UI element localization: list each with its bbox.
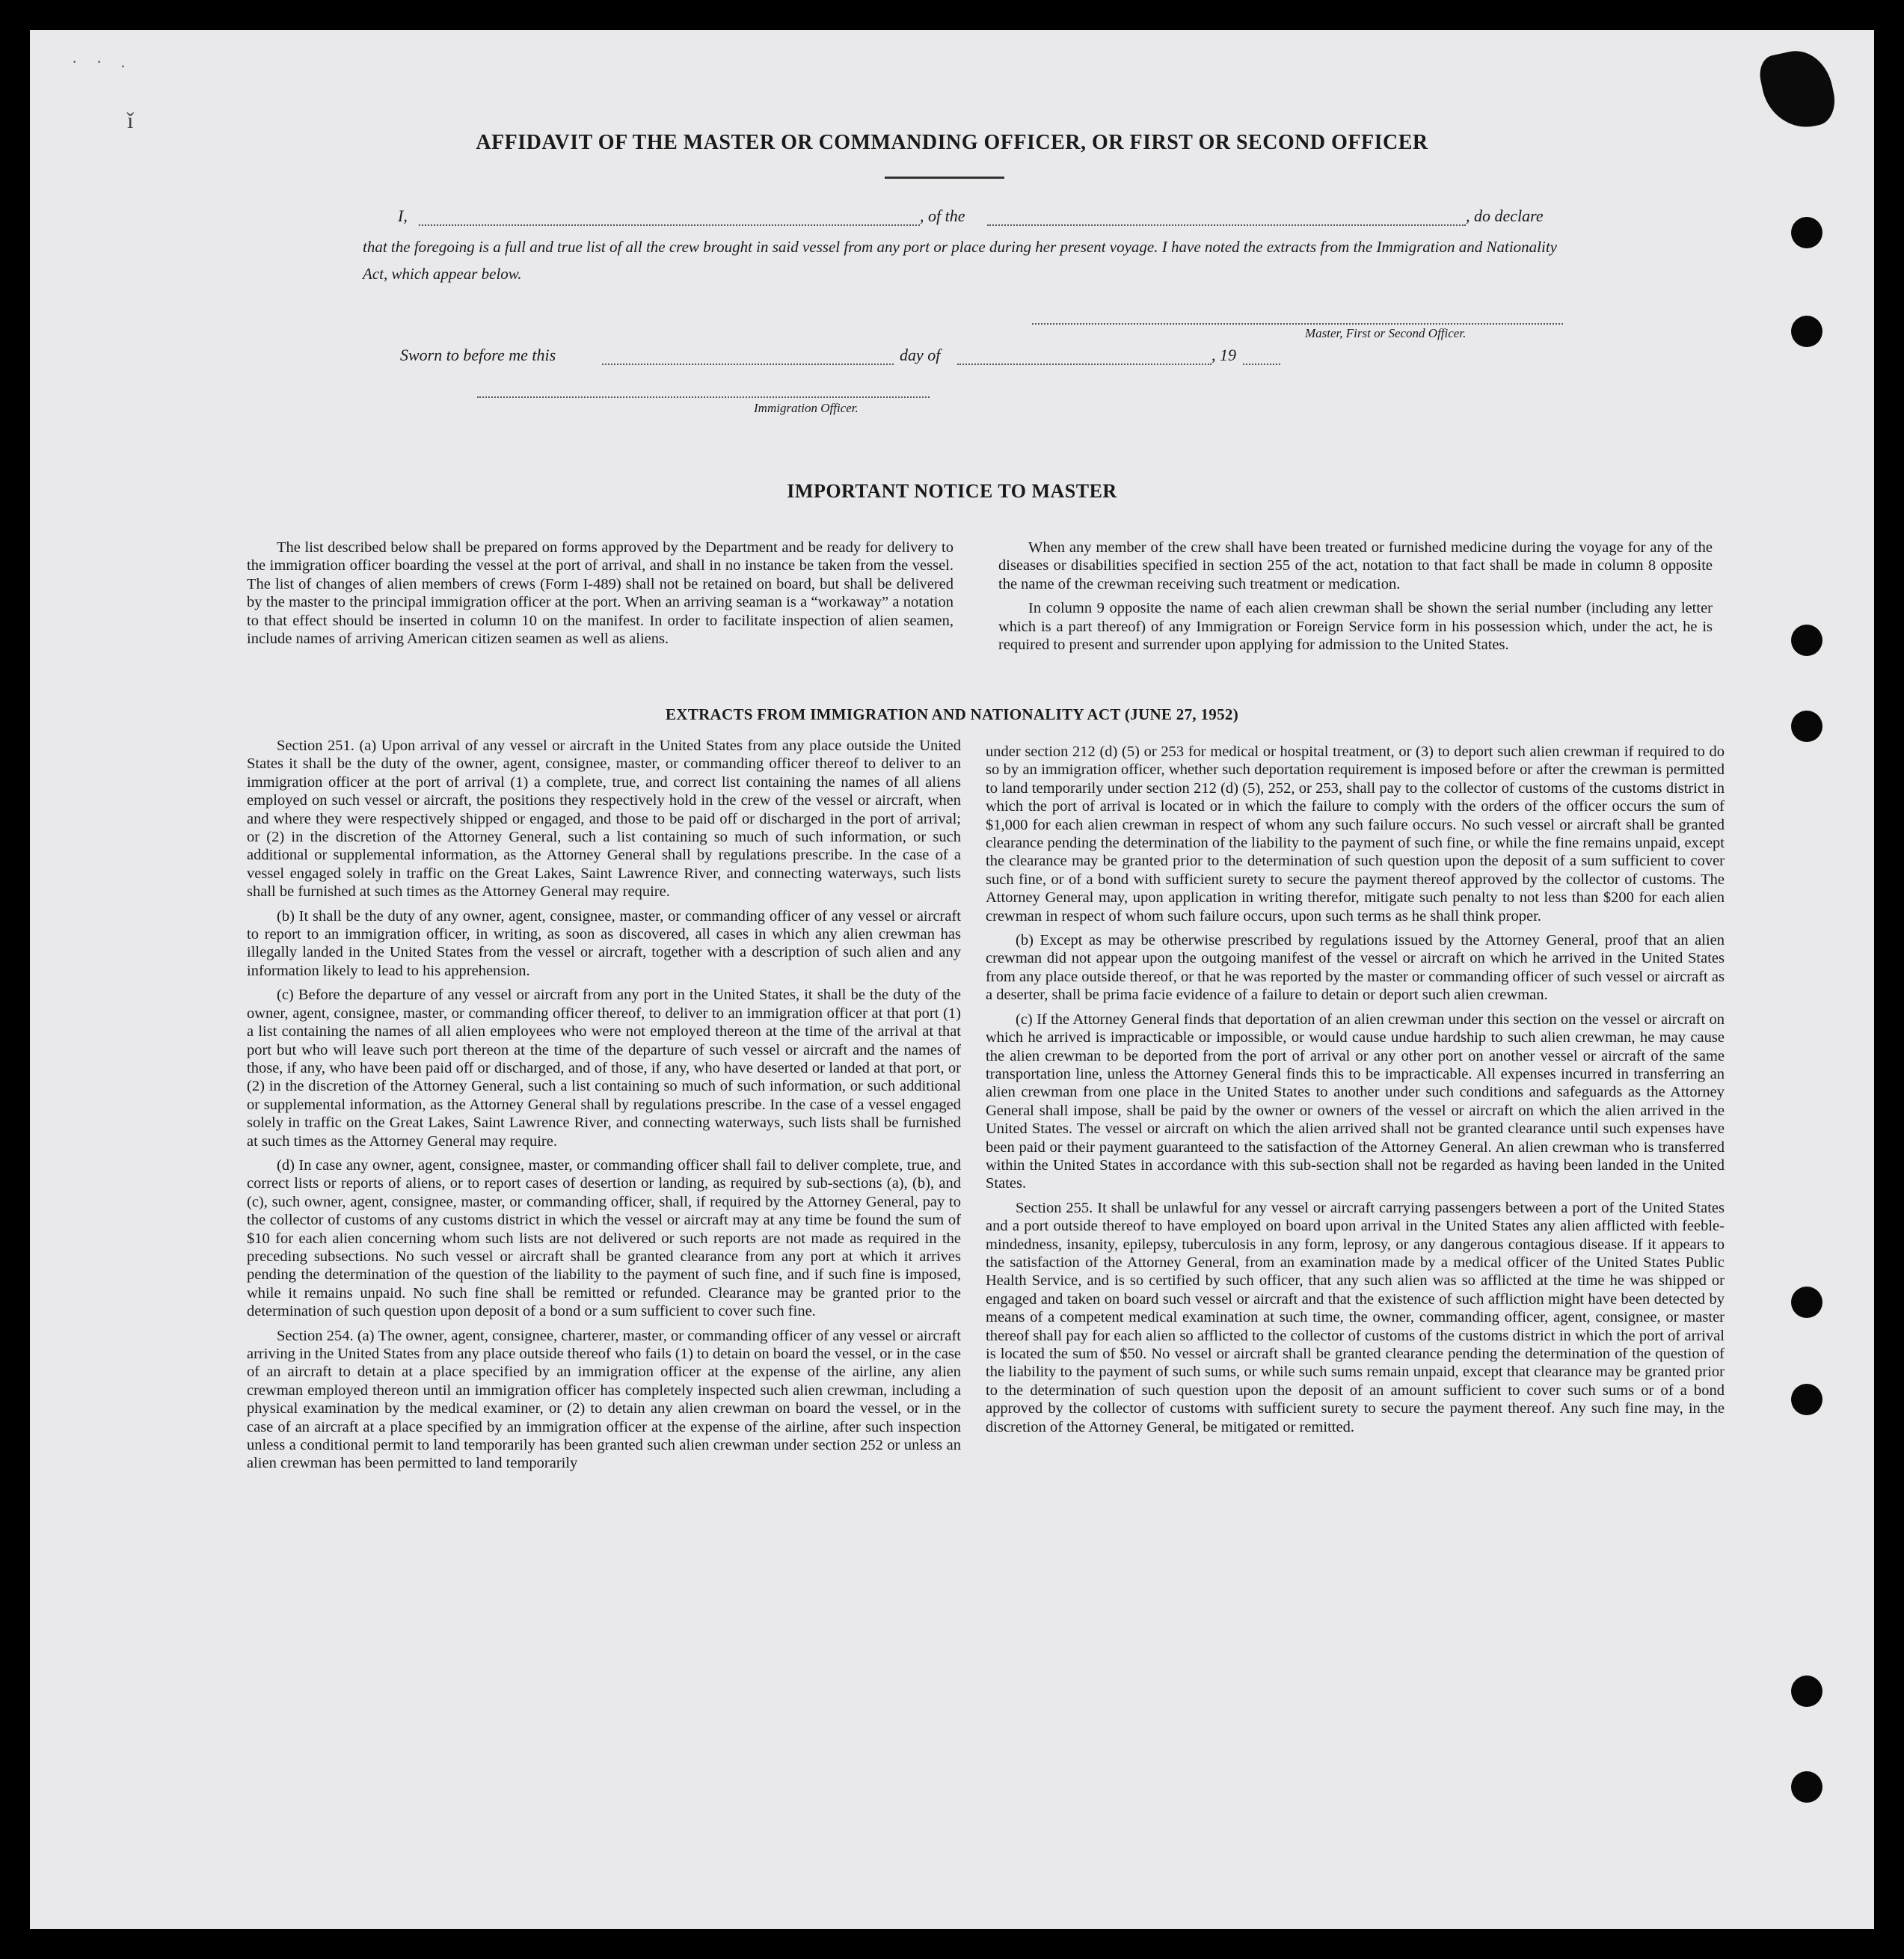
section-254-b: (b) Except as may be otherwise prescribed by regulations issued by the Attorney General, proof that an alien crewman did not appear upon the outgoing manifest of the vessel or aircraft on which he arrived in the United States from any place outside thereof, or that he was reported by the master or commanding officer of such vessel or aircraft as a deserter, shall be prima facie evidence of a failure to detain or deport such alien crewman. bbox=[986, 932, 1725, 1004]
title-underline bbox=[885, 177, 1004, 179]
name-blank-line bbox=[419, 224, 920, 226]
corner-speckle: · · . bbox=[72, 52, 133, 71]
day-of-text: day of bbox=[900, 346, 941, 364]
affidavit-do-declare: , do declare bbox=[1466, 206, 1544, 225]
master-signature-caption: Master, First or Second Officer. bbox=[1305, 326, 1467, 340]
affidavit-title: AFFIDAVIT OF THE MASTER OR COMMANDING OFFICER, OR FIRST OR SECOND OFFICER bbox=[476, 131, 1428, 154]
year-blank bbox=[1243, 364, 1280, 365]
affidavit-i: I, bbox=[398, 206, 408, 225]
ink-blot bbox=[1756, 45, 1840, 135]
punch-hole bbox=[1791, 1384, 1822, 1415]
extracts-title: EXTRACTS FROM IMMIGRATION AND NATIONALITY ACT (JUNE 27, 1952) bbox=[666, 705, 1238, 723]
sworn-text: Sworn to before me this bbox=[400, 346, 556, 364]
punch-hole bbox=[1791, 217, 1822, 248]
section-251-c: (c) Before the departure of any vessel or aircraft from any port in the United States, it shall be the duty of the owner, agent, consignee, master, or commanding officer thereof, to deliver to an immigration officer at that port (1) a list containing the names of all alien employees who were not employed thereon at the time of the arrival at that port but who will leave such port thereon at the time of the departure of such vessel or aircraft and the names of those, if any, who have been paid off or discharged, and of those, if any, who have deserted or landed at that port, or (2) in the discretion of the Attorney General, such a list containing so much of such information, or such additional or supplemental information, as the Attorney General shall by regulations prescribe. In the case of a vessel engaged solely in traffic on the Great Lakes, Saint Lawrence River, and connecting waterways, such lists shall be furnished at such times as the Attorney General may require. bbox=[247, 987, 961, 1150]
master-signature-line bbox=[1032, 323, 1563, 325]
notice-paragraph: When any member of the crew shall have been treated or furnished medicine during the voyage for any of the diseases or disabilities specified in section 255 of the act, notation to that fact shall be made in column 8 opposite the name of the crewman receiving such treatment or medication. bbox=[998, 539, 1713, 592]
extracts-left-column bbox=[247, 737, 961, 1473]
notice-right-column bbox=[998, 539, 1713, 654]
section-251-a: Section 251. (a) Upon arrival of any vessel or aircraft in the United States from any place outside the United States it shall be the duty of the owner, agent, consignee, master, or commanding officer thereof to deliver to an immigration officer at the port of arrival (1) a complete, true, and correct list containing the names of all aliens employed on such vessel or aircraft, the positions they respectively hold in the crew of the vessel or aircraft, when and where they were respectively shipped or engaged, and those to be paid off or discharged in the port of arrival; or (2) in the discretion of the Attorney General, such a list containing so much of such information, or such additional or supplemental information, as the Attorney General shall by regulations prescribe. In the case of a vessel engaged solely in traffic on the Great Lakes, Saint Lawrence River, and connecting waterways, such lists shall be furnished at such times as the Attorney General may require. bbox=[247, 738, 961, 901]
affidavit-declaration: that the foregoing is a full and true list of all the crew brought in said vessel from any port or place during her present voyage. I have noted the extracts from the Immigration and Nationality Act, which appear below. bbox=[363, 238, 1557, 283]
section-254-a: Section 254. (a) The owner, agent, consignee, charterer, master, or commanding officer of any vessel or aircraft arriving in the United States from any place outside thereof who fails (1) to detain on board the vessel, or in the case of an aircraft to detain at a place specified by an immigration officer at the expense of the airline, any alien crewman employed thereon until an immigration officer has completely inspected such alien crewman, including a physical examination by the medical examiner, or (2) to detain any alien crewman on board the vessel, or in the case of an aircraft at a place specified by an immigration officer at the expense of the airline, after such inspection unless a conditional permit to land temporarily has been granted such alien crewman under section 252 or unless an alien crewman has been permitted to land temporarily bbox=[247, 1327, 961, 1472]
notice-left-column bbox=[247, 539, 953, 648]
section-255: Section 255. It shall be unlawful for any vessel or aircraft carrying passengers between a port of the United States and a port outside thereof to have employed on board upon arrival in the United States any alien afflicted with feeble-mindedness, insanity, epilepsy, tuberculosis in any form, leprosy, or any dangerous contagious disease. If it appears to the satisfaction of the Attorney General, from an examination made by a medical officer of the United States Public Health Service, and is so certified by such officer, that any such alien was so afflicted at the time he was shipped or engaged and taken on board such vessel or aircraft and that the existence of such affliction might have been detected by means of a competent medical examination at such time, the owner, commanding officer, agent, consignee, or master thereof shall pay for each alien so afflicted to the collector of customs of the customs district in which the port of arrival is located the sum of $50. No vessel or aircraft shall be granted clearance pending the determination of the question of the liability to the payment of such sums, or while such sums remain unpaid, except that clearance may be granted prior to the determination of such question upon the deposit of an amount sufficient to cover such sums or of a bond approved by the collector of customs with sufficient surety to secure the payment thereof. Any such fine may, in the discretion of the Attorney General, be mitigated or remitted. bbox=[986, 1199, 1725, 1435]
section-251-d: (d) In case any owner, agent, consignee, master, or commanding officer shall fail to deliver complete, true, and correct lists or reports of aliens, or to report cases of desertion or landing, as required by sub-sections (a), (b), and (c), such owner, agent, consignee, master, or commanding officer, shall, if required by the Attorney General, pay to the collector of customs of any customs district in which the vessel or aircraft may at any time be found the sum of $10 for each alien concerning whom such lists are not delivered or such reports are not made as required in the preceding subsections. No such vessel or aircraft shall be granted clearance from any port at which it arrives pending the determination of the question of the liability to the payment of such fine, and if such fine is imposed, while it remains unpaid. No such fine shall be remitted or refunded. Clearance may be granted prior to the determination of such question upon deposit of a bond or a sum sufficient to cover such fine. bbox=[247, 1156, 961, 1320]
extracts-right-column bbox=[986, 743, 1725, 1436]
punch-hole bbox=[1791, 1676, 1822, 1707]
officer-signature-line bbox=[477, 396, 930, 398]
punch-hole bbox=[1791, 1287, 1822, 1318]
sworn-day-blank bbox=[602, 364, 894, 365]
punch-hole bbox=[1791, 625, 1822, 656]
section-254-c: (c) If the Attorney General finds that deportation of an alien crewman under this section on the vessel or aircraft on which he arrived is impracticable or impossible, or would cause undue hardship to such alien crewman, he may cause the alien crewman to be deported from the port of arrival or any other port on another vessel or aircraft of the same transportation line, unless the Attorney General finds this to be impracticable. All expenses incurred in transferring an alien crewman from one place in the United States to another under such conditions and safeguards as the Attorney General shall impose, shall be paid by the owner or owners of the vessel or aircraft on which the alien arrived in the United States. The vessel or aircraft on which the alien arrived shall not be granted clearance until such expenses have been paid or their payment guaranteed to the satisfaction of the Attorney General. An alien crewman who is transferred within the United States in accordance with this sub-section shall not be regarded as having been landed in the United States. bbox=[986, 1011, 1725, 1192]
year-prefix: , 19 bbox=[1212, 346, 1236, 364]
punch-hole bbox=[1791, 316, 1822, 347]
notice-paragraph: In column 9 opposite the name of each alien crewman shall be shown the serial number (including any letter which is a part thereof) of any Immigration or Foreign Service form in his possession which, under the act, he is required to present and surrender upon applying for admission to the United States. bbox=[998, 600, 1713, 654]
section-254-a-continued: under section 212 (d) (5) or 253 for medical or hospital treatment, or (3) to deport such alien crewman if required to do so by an immigration officer, whether such deportation requirement is imposed before or after the crewman is permitted to land temporarily under section 212 (d) (5), 252, or 253, shall pay to the collector of customs of the customs district in which the port of arrival is located or in which the failure to comply with the orders of the officer occurs the sum of $1,000 for each alien crewman in respect of whom any such failure occurs. No such vessel or aircraft shall be granted clearance pending the determination of the liability to the payment of such fine, or while the fine remains unpaid, except the clearance may be granted prior to the determination of such question upon the deposit of a sum sufficient to cover such fine, or of a bond with sufficient surety to secure the payment thereof approved by the collector of customs. The Attorney General may, upon application in writing therefor, mitigate such penalty to not less than $200 for each alien crewman in respect of whom such failure occurs, upon such terms as he shall think proper. bbox=[986, 744, 1725, 925]
sworn-month-blank bbox=[957, 364, 1212, 365]
vessel-blank-line bbox=[987, 224, 1466, 226]
punch-hole bbox=[1791, 1771, 1822, 1803]
document-page bbox=[30, 30, 1874, 1929]
affidavit-of-the: , of the bbox=[920, 206, 965, 225]
section-251-b: (b) It shall be the duty of any owner, agent, consignee, master, or commanding officer of any vessel or aircraft to report to an immigration officer, in writing, as soon as discovered, all cases in which any alien crewman has illegally landed in the United States from the vessel or aircraft, together with a description of such alien and any information likely to lead to his apprehension. bbox=[247, 907, 961, 979]
officer-signature-caption: Immigration Officer. bbox=[754, 401, 859, 415]
stray-mark: ǐ bbox=[127, 108, 134, 133]
notice-paragraph: The list described below shall be prepared on forms approved by the Department and be ready for delivery to the immigration officer boarding the vessel at the port of arrival, and shall in no instance be taken from the vessel. The list of changes of alien members of crews (Form I-489) shall not be retained on board, but shall be delivered by the master to the principal immigration officer at the port. When an arriving seaman is a “workaway” a notation to that effect should be inserted in column 10 on the manifest. In order to facilitate inspection of alien seamen, include names of arriving American citizen seamen as well as aliens. bbox=[247, 539, 953, 648]
notice-title: IMPORTANT NOTICE TO MASTER bbox=[787, 480, 1117, 502]
